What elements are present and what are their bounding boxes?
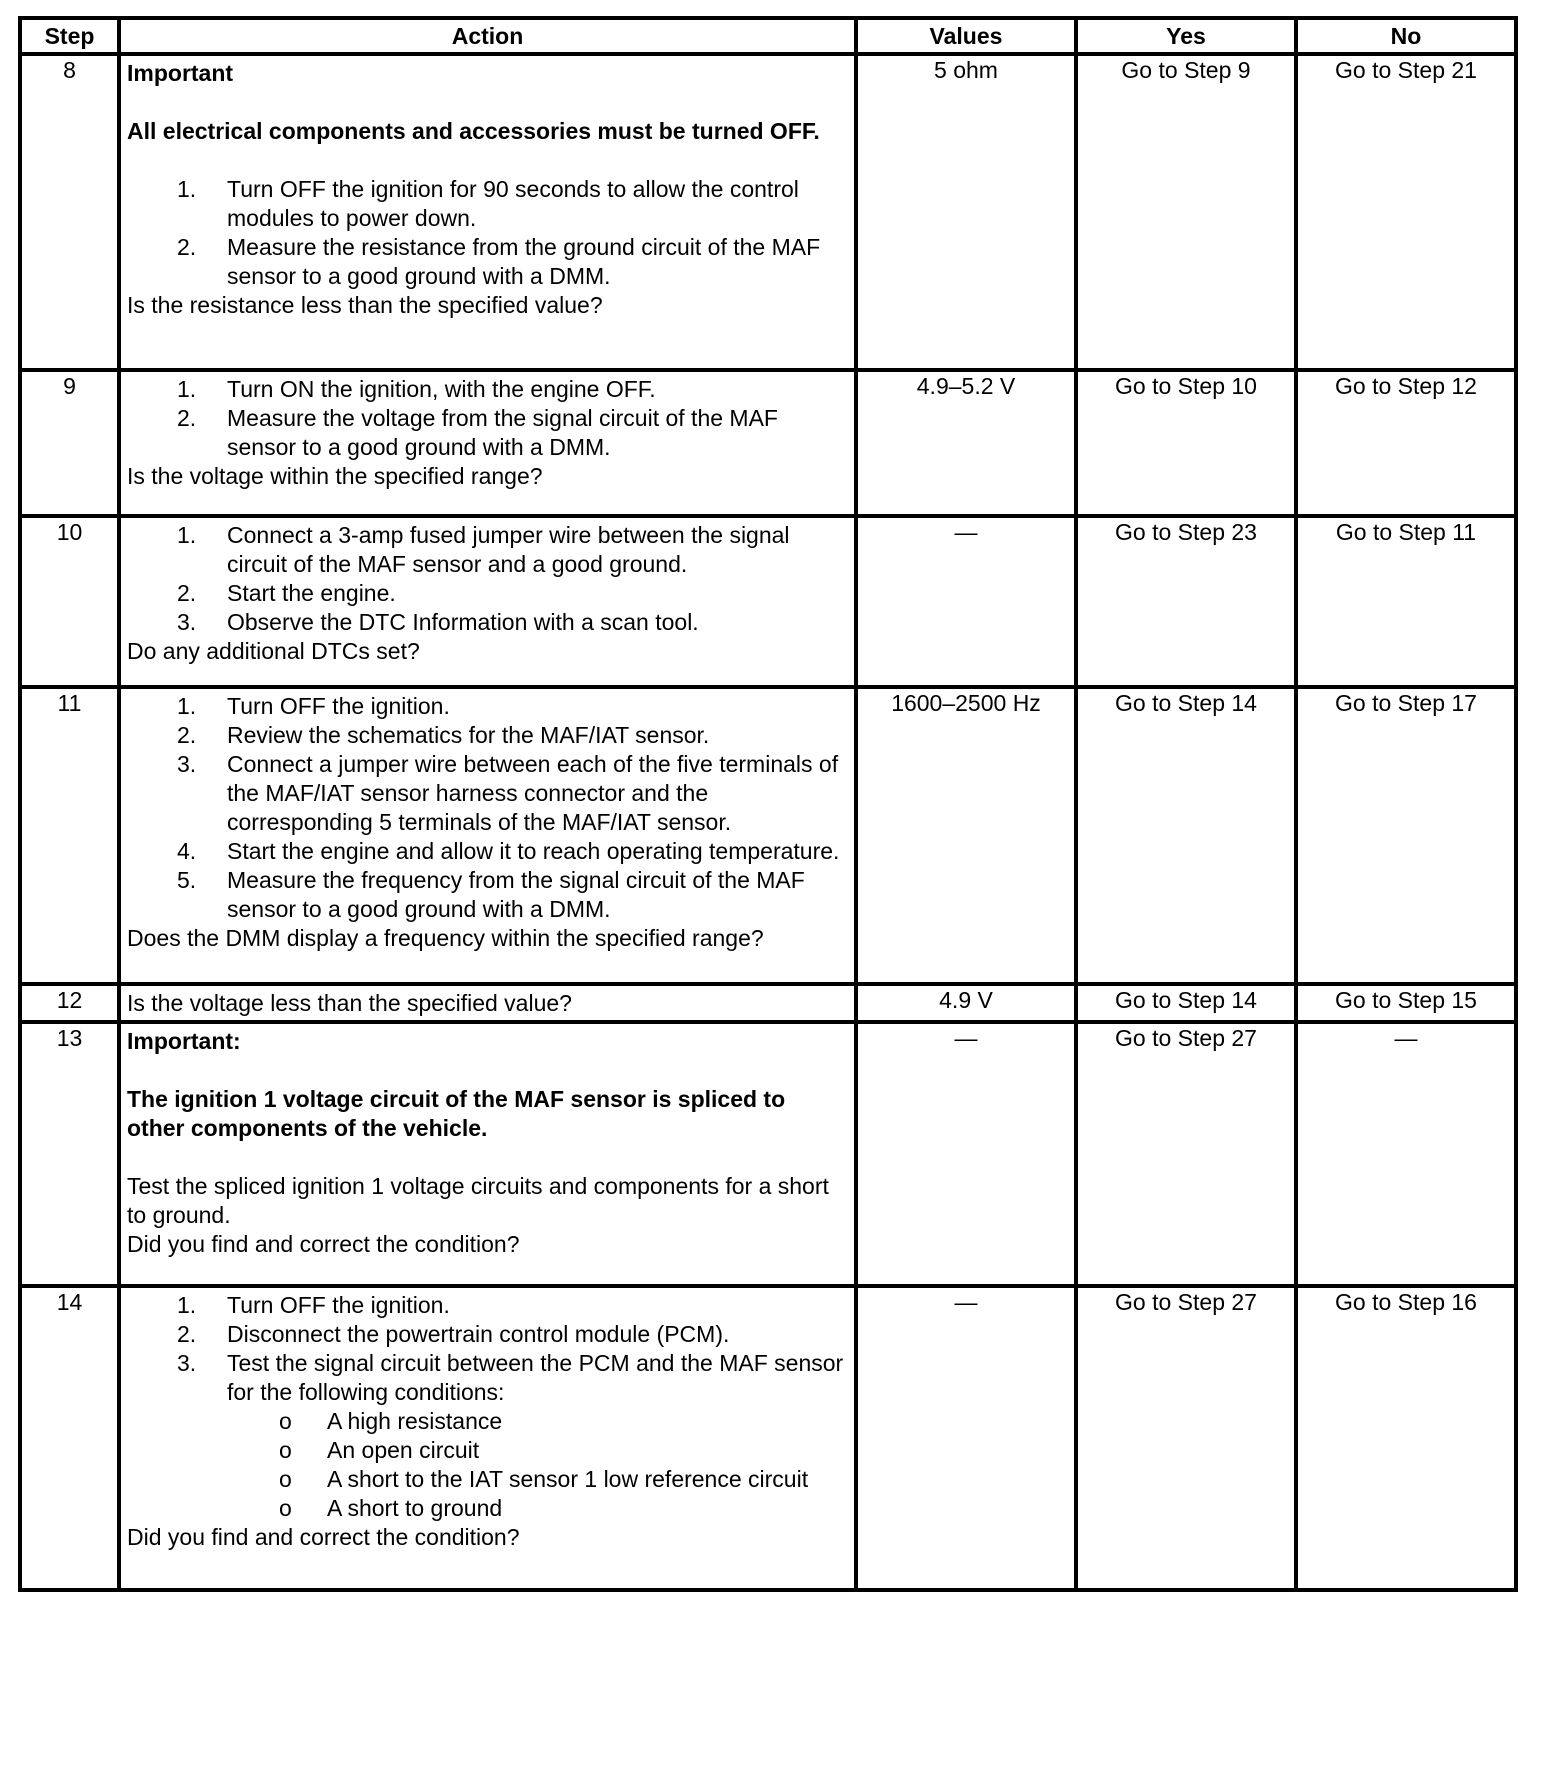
list-item: 2. Disconnect the powertrain control module (PCM). xyxy=(177,1321,730,1347)
list-item: 1. Turn OFF the ignition. xyxy=(177,693,450,719)
no-cell: Go to Step 12 xyxy=(1296,370,1516,516)
question: Is the voltage within the specified range? xyxy=(127,463,543,489)
value-cell: 5 ohm xyxy=(856,54,1076,370)
list-item: 1. Turn OFF the ignition for 90 seconds to allow the control modules to power down. xyxy=(177,176,799,231)
action-cell xyxy=(119,54,856,370)
step-number: 11 xyxy=(20,687,119,984)
value-cell: — xyxy=(856,516,1076,687)
step-number: 13 xyxy=(20,1022,119,1286)
table-row xyxy=(20,687,1516,984)
list-item: o An open circuit xyxy=(279,1437,480,1463)
list-item: o A short to ground xyxy=(279,1495,503,1521)
list-item: 5. Measure the frequency from the signal circuit of the MAF sensor to a good ground with a DMM. xyxy=(177,867,805,922)
list-item: 3. Observe the DTC Information with a scan tool. xyxy=(177,609,699,635)
list-item: o A high resistance xyxy=(279,1408,503,1434)
list-item: 3. Connect a jumper wire between each of the five terminals of the MAF/IAT sensor harness connector and the corresponding 5 terminals of the MAF/IAT sensor. xyxy=(177,751,839,835)
question: Is the resistance less than the specified value? xyxy=(127,292,603,318)
yes-cell: Go to Step 9 xyxy=(1076,54,1296,370)
header-step: Step xyxy=(20,18,119,54)
list-item: 4. Start the engine and allow it to reach operating temperature. xyxy=(177,838,840,864)
question: Do any additional DTCs set? xyxy=(127,638,420,664)
table-row xyxy=(20,516,1516,687)
table-row xyxy=(20,1286,1516,1590)
instruction-list xyxy=(127,1291,848,1407)
step-number: 8 xyxy=(20,54,119,370)
instruction-list xyxy=(127,175,848,291)
value-cell: 4.9 V xyxy=(856,984,1076,1022)
list-item: 1. Connect a 3-amp fused jumper wire between the signal circuit of the MAF sensor and a good ground. xyxy=(177,522,790,577)
important-label: Important xyxy=(127,60,234,86)
list-item: 2. Measure the resistance from the ground circuit of the MAF sensor to a good ground with a DMM. xyxy=(177,234,821,289)
instruction-text: Test the spliced ignition 1 voltage circuits and components for a short to ground. xyxy=(127,1173,829,1228)
important-note: All electrical components and accessories must be turned OFF. xyxy=(127,118,820,144)
table-row xyxy=(20,370,1516,516)
action-cell xyxy=(119,370,856,516)
circle-bullet-icon: o xyxy=(279,1408,292,1434)
action-cell xyxy=(119,1286,856,1590)
instruction-list xyxy=(127,375,848,462)
question: Does the DMM display a frequency within the specified range? xyxy=(127,925,764,951)
list-item: 1. Turn ON the ignition, with the engine OFF. xyxy=(177,376,656,402)
circle-bullet-icon: o xyxy=(279,1437,292,1463)
question: Is the voltage less than the specified value? xyxy=(127,990,572,1016)
diagnostic-table xyxy=(18,16,1518,1592)
list-item: 2. Start the engine. xyxy=(177,580,396,606)
circle-bullet-icon: o xyxy=(279,1495,292,1521)
list-item: 2. Review the schematics for the MAF/IAT sensor. xyxy=(177,722,710,748)
list-item: 3. Test the signal circuit between the PCM and the MAF sensor for the following conditions: xyxy=(177,1350,844,1405)
no-cell: Go to Step 21 xyxy=(1296,54,1516,370)
no-cell: Go to Step 17 xyxy=(1296,687,1516,984)
step-number: 9 xyxy=(20,370,119,516)
no-cell: Go to Step 15 xyxy=(1296,984,1516,1022)
yes-cell: Go to Step 10 xyxy=(1076,370,1296,516)
action-cell xyxy=(119,516,856,687)
no-cell: Go to Step 11 xyxy=(1296,516,1516,687)
yes-cell: Go to Step 14 xyxy=(1076,687,1296,984)
yes-cell: Go to Step 27 xyxy=(1076,1022,1296,1286)
action-cell xyxy=(119,1022,856,1286)
question: Did you find and correct the condition? xyxy=(127,1524,520,1550)
header-no: No xyxy=(1296,18,1516,54)
action-cell xyxy=(119,984,856,1022)
yes-cell: Go to Step 27 xyxy=(1076,1286,1296,1590)
step-number: 12 xyxy=(20,984,119,1022)
list-item: 2. Measure the voltage from the signal circuit of the MAF sensor to a good ground with a DMM. xyxy=(177,405,778,460)
important-note: The ignition 1 voltage circuit of the MAF sensor is spliced to other components of the vehicle. xyxy=(127,1086,786,1141)
table-row xyxy=(20,984,1516,1022)
value-cell: — xyxy=(856,1286,1076,1590)
instruction-list xyxy=(127,692,848,924)
table-row xyxy=(20,1022,1516,1286)
value-cell: 4.9–5.2 V xyxy=(856,370,1076,516)
instruction-list xyxy=(127,521,848,637)
yes-cell: Go to Step 14 xyxy=(1076,984,1296,1022)
header-yes: Yes xyxy=(1076,18,1296,54)
table-row xyxy=(20,54,1516,370)
condition-list xyxy=(127,1407,848,1523)
no-cell: — xyxy=(1296,1022,1516,1286)
list-item: o A short to the IAT sensor 1 low reference circuit xyxy=(279,1466,809,1492)
step-number: 14 xyxy=(20,1286,119,1590)
step-number: 10 xyxy=(20,516,119,687)
value-cell: 1600–2500 Hz xyxy=(856,687,1076,984)
important-label: Important: xyxy=(127,1028,241,1054)
header-values: Values xyxy=(856,18,1076,54)
yes-cell: Go to Step 23 xyxy=(1076,516,1296,687)
action-cell xyxy=(119,687,856,984)
list-item: 1. Turn OFF the ignition. xyxy=(177,1292,450,1318)
no-cell: Go to Step 16 xyxy=(1296,1286,1516,1590)
question: Did you find and correct the condition? xyxy=(127,1231,520,1257)
circle-bullet-icon: o xyxy=(279,1466,292,1492)
value-cell: — xyxy=(856,1022,1076,1286)
header-action: Action xyxy=(119,18,856,54)
header-row xyxy=(20,18,1516,54)
